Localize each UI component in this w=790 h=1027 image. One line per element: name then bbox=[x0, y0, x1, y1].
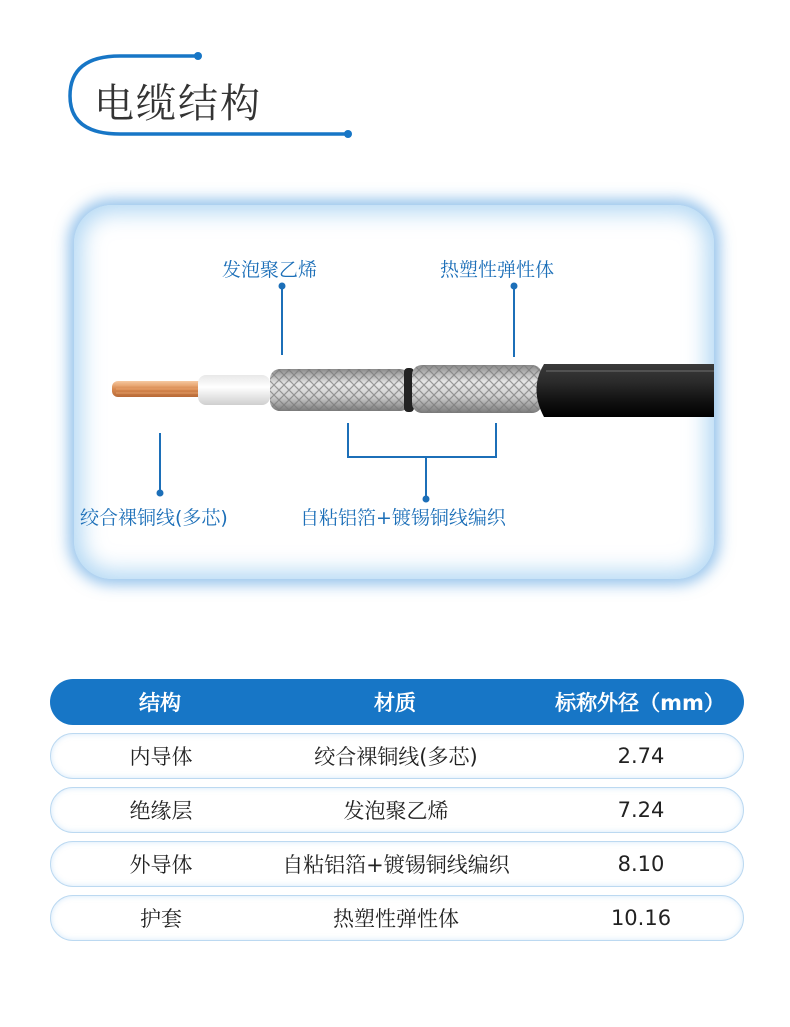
label-foam-pe: 发泡聚乙烯 bbox=[222, 259, 318, 281]
foam-insulation bbox=[198, 375, 270, 405]
header-structure: 结构 bbox=[139, 691, 181, 715]
cell-material: 自粘铝箔+镀锡铜线编织 bbox=[282, 853, 510, 877]
cell-structure: 内导体 bbox=[129, 745, 193, 769]
cell-material: 绞合裸铜线(多芯) bbox=[314, 745, 478, 769]
leader-stranded-copper bbox=[157, 433, 164, 497]
label-stranded-copper: 绞合裸铜线(多芯) bbox=[80, 507, 228, 529]
table-row bbox=[50, 787, 744, 833]
section-header bbox=[60, 52, 360, 142]
cell-diameter: 10.16 bbox=[610, 906, 672, 930]
cell-material: 发泡聚乙烯 bbox=[343, 799, 449, 823]
table-row bbox=[50, 733, 744, 779]
label-tpe: 热塑性弹性体 bbox=[440, 259, 555, 281]
table-row bbox=[50, 895, 744, 941]
cell-material: 热塑性弹性体 bbox=[333, 907, 459, 931]
leader-foil-braid bbox=[348, 423, 496, 503]
leader-foam-pe bbox=[279, 283, 286, 356]
inner-conductor bbox=[112, 381, 204, 397]
cell-structure: 护套 bbox=[140, 907, 182, 931]
header-diameter: 标称外径（mm） bbox=[555, 691, 725, 715]
cell-structure: 绝缘层 bbox=[129, 799, 193, 823]
cable-diagram-card bbox=[74, 205, 714, 579]
table-header bbox=[50, 679, 744, 725]
outer-jacket bbox=[537, 364, 715, 417]
header-material: 材质 bbox=[374, 691, 416, 715]
table-row bbox=[50, 841, 744, 887]
braid-shield-outer bbox=[412, 365, 542, 413]
leader-tpe bbox=[511, 283, 518, 358]
cell-structure: 外导体 bbox=[129, 853, 193, 877]
cell-diameter: 7.24 bbox=[617, 798, 665, 822]
cell-diameter: 8.10 bbox=[617, 852, 665, 876]
label-foil-braid: 自粘铝箔+镀锡铜线编织 bbox=[300, 507, 506, 529]
cell-diameter: 2.74 bbox=[617, 744, 665, 768]
braid-shield-inner bbox=[270, 369, 410, 411]
page-title: 电缆结构 bbox=[94, 81, 262, 127]
